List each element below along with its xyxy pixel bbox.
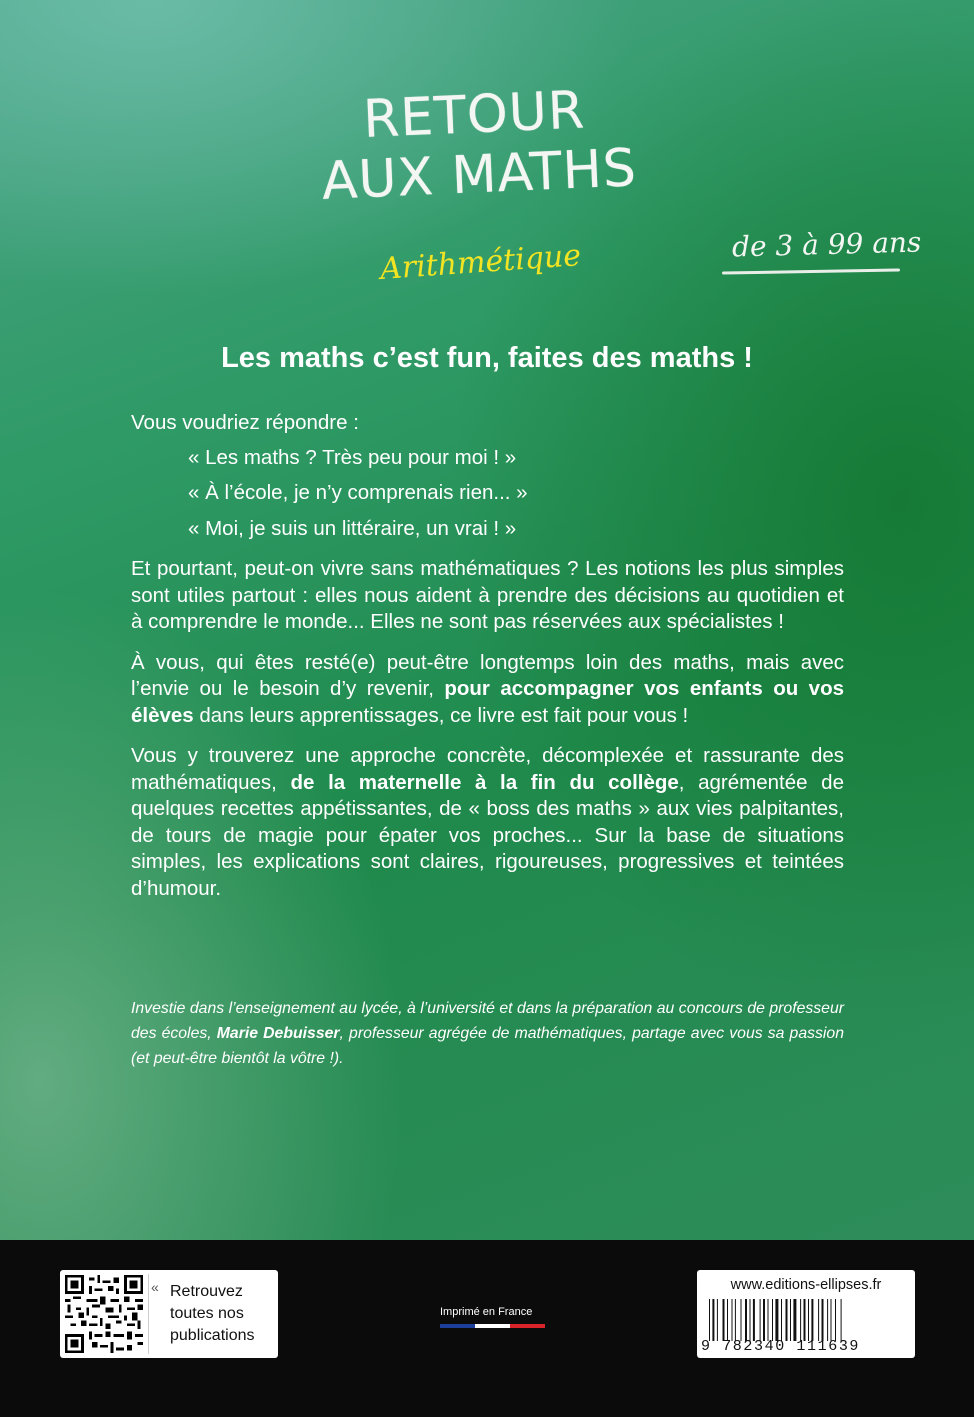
footer-band bbox=[0, 1240, 974, 1417]
description-body bbox=[131, 410, 844, 916]
title-line-2: AUX MATHS bbox=[320, 138, 638, 212]
french-flag-icon bbox=[440, 1324, 545, 1328]
barcode-icon bbox=[707, 1299, 907, 1341]
paragraph-2-bold: pour accompagner vos enfants ou vos élèves bbox=[131, 677, 844, 727]
headline: Les maths c’est fun, faites des maths ! bbox=[221, 342, 753, 374]
flag-stripe-red bbox=[510, 1324, 545, 1328]
author-bio-start: Investie dans l’enseignement au lycée, à l’université et dans la préparation au concours de professeur des écoles, bbox=[131, 1000, 844, 1042]
flag-stripe-blue bbox=[440, 1324, 475, 1328]
paragraph-3-start: Vous y trouverez une approche concrète, décomplexée et rassurante des mathématiques, bbox=[131, 744, 844, 794]
printed-in-label: Imprimé en France bbox=[440, 1306, 533, 1318]
website-link[interactable]: www.editions-ellipses.fr bbox=[730, 1277, 882, 1293]
quote-item: « À l’école, je n’y comprenais rien... » bbox=[188, 481, 528, 504]
book-subtitle: Arithmétique bbox=[379, 238, 583, 287]
intro-text: Vous voudriez répondre : bbox=[131, 411, 359, 434]
quote-list bbox=[131, 445, 844, 543]
quote-item: « Les maths ? Très peu pour moi ! » bbox=[188, 445, 517, 469]
title-line-1: RETOUR bbox=[361, 80, 587, 151]
paragraph-2 bbox=[131, 650, 844, 730]
barcode-panel bbox=[697, 1270, 915, 1358]
author-name: Marie Debuisser bbox=[216, 1025, 340, 1042]
qr-divider bbox=[148, 1274, 149, 1354]
chevron-left-icon: « bbox=[151, 1279, 159, 1295]
author-bio-end: , professeur agrégée de mathématiques, partage avec vous sa passion (et peut-être bientôt la vôtre !). bbox=[131, 1025, 845, 1067]
age-underline bbox=[722, 268, 900, 274]
qr-panel[interactable] bbox=[60, 1270, 278, 1358]
author-bio bbox=[131, 996, 844, 1071]
flag-stripe-white bbox=[475, 1324, 510, 1328]
isbn-number: 9 782340 111639 bbox=[701, 1338, 861, 1355]
quote-item: « Moi, je suis un littéraire, un vrai ! » bbox=[188, 516, 517, 540]
paragraph-2-start: À vous, qui êtes resté(e) peut-être longtemps loin des maths, mais avec l’envie ou le besoin d’y revenir, bbox=[131, 650, 844, 700]
qr-caption: Retrouvez toutes nos publications bbox=[170, 1283, 255, 1344]
paragraph-1: Et pourtant, peut-on vivre sans mathématiques ? Les notions les plus simples sont utiles partout : elles nous aident à prendre des décisions au quotidien et à comprendre le monde... Elles ne sont pas réservées aux spécialistes ! bbox=[131, 557, 844, 633]
age-range: de 3 à 99 ans bbox=[731, 225, 922, 264]
qr-code-icon[interactable] bbox=[65, 1275, 143, 1353]
book-title bbox=[318, 76, 683, 212]
paragraph-3 bbox=[131, 743, 844, 902]
paragraph-2-end: dans leurs apprentissages, ce livre est fait pour vous ! bbox=[193, 703, 689, 727]
paragraph-3-bold: de la maternelle à la fin du collège bbox=[290, 770, 679, 794]
paragraph-3-end: , agrémentée de quelques recettes appétissantes, de « boss des maths » aux vies palpitantes, de tours de magie pour épater vos proches... Sur la base de situations simples, les explications sont claires, rigoureuses, progressives et teintées d’humour. bbox=[131, 770, 844, 900]
